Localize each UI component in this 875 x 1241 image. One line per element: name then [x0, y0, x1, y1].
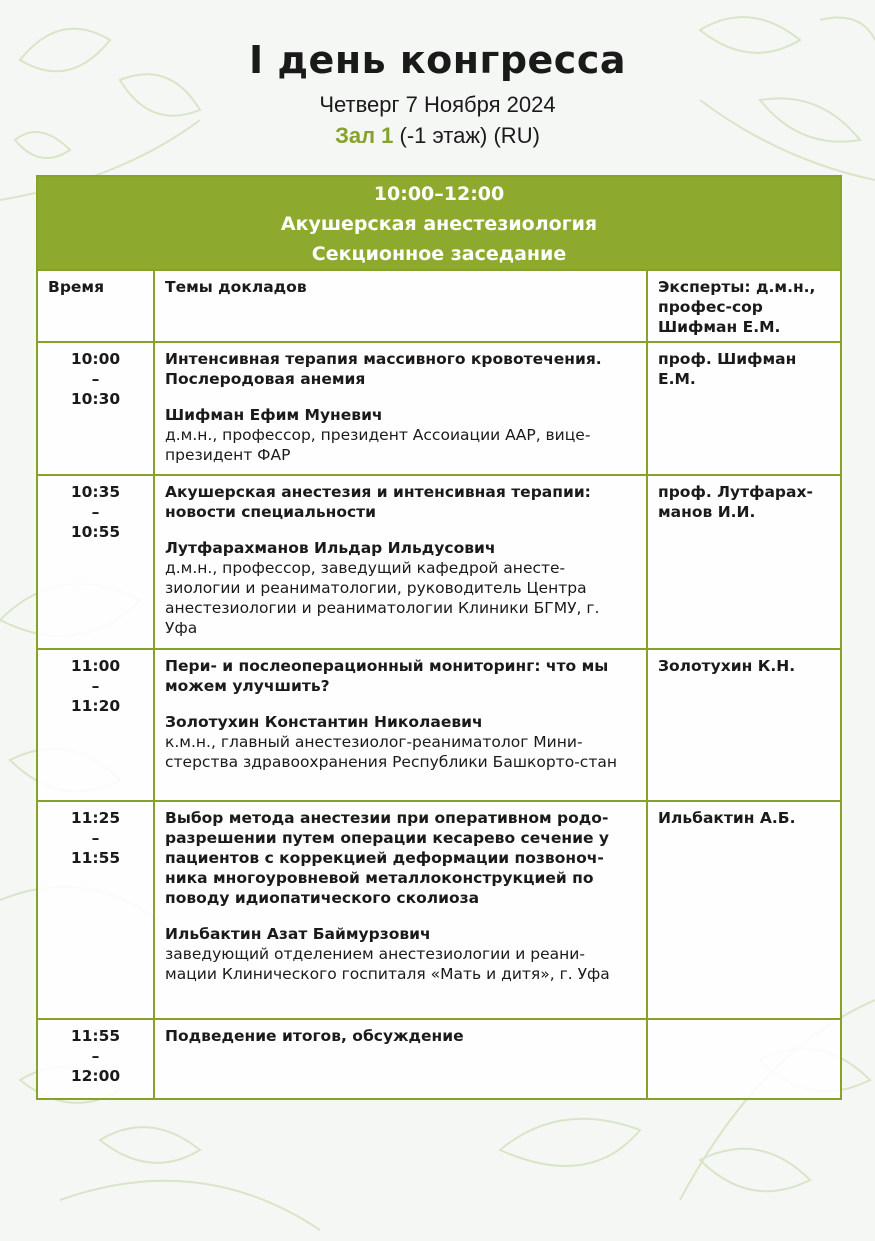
- time-cell: [37, 801, 154, 1019]
- talk-title: Пери- и послеоперационный мониторинг: что мы можем улучшить?: [165, 657, 609, 695]
- speaker-description: к.м.н., главный анестезиолог-реаниматолог Мини-стерства здравоохранения Республики Башкорто-стан: [165, 733, 617, 771]
- time-end: 10:55: [70, 523, 121, 541]
- expert-cell: Золотухин К.Н.: [647, 649, 841, 801]
- speaker-description: д.м.н., профессор, заведущий кафедрой анесте-зиологии и реаниматологии, руководитель Центра анестезиологии и реаниматологии Клиники БГМУ, г. Уфа: [165, 559, 600, 637]
- time-start: 10:00: [70, 350, 121, 368]
- page-title: I день конгресса: [248, 38, 626, 82]
- time-dash: –: [91, 677, 100, 695]
- expert-cell: [647, 1019, 841, 1099]
- table-row: [37, 342, 841, 475]
- speaker-name: Ильбактин Азат Баймурзович: [165, 925, 431, 943]
- table-row: [37, 475, 841, 649]
- expert-cell: проф. Лутфарах-манов И.И.: [647, 475, 841, 649]
- talk-title: Интенсивная терапия массивного кровотечения. Послеродовая анемия: [165, 350, 602, 388]
- hall-detail: (-1 этаж) (RU): [393, 123, 540, 148]
- expert-cell: проф. Шифман Е.М.: [647, 342, 841, 475]
- expert-cell: Ильбактин А.Б.: [647, 801, 841, 1019]
- hall-line: [0, 120, 875, 152]
- table-row: [37, 649, 841, 801]
- time-end: 10:30: [70, 390, 121, 408]
- session-type: Секционное заседание: [311, 243, 567, 265]
- time-cell: [37, 649, 154, 801]
- column-header-experts: Эксперты: д.м.н., профес-сор Шифман Е.М.: [647, 270, 841, 342]
- speaker-name: Лутфарахманов Ильдар Ильдусович: [165, 539, 496, 557]
- talk-title: Выбор метода анестезии при оперативном родо-разрешении путем операции кесарево сечение у пациентов с коррекцией деформации позвоноч-ника многоуровневой металлоконструкцией по поводу идиопатического сколиоза: [165, 809, 609, 907]
- time-start: 11:25: [70, 809, 121, 827]
- speaker-description: заведующий отделением анестезиологии и реани-мации Клинического госпиталя «Мать и дитя», г. Уфа: [165, 945, 610, 983]
- topic-cell: [154, 342, 647, 475]
- column-header-time: Время: [37, 270, 154, 342]
- hall-name: Зал 1: [335, 123, 394, 148]
- talk-title: Акушерская анестезия и интенсивная терапии: новости специальности: [165, 483, 591, 521]
- time-start: 11:55: [70, 1027, 121, 1045]
- topic-cell: [154, 801, 647, 1019]
- program-table-wrap: [36, 175, 840, 1100]
- time-dash: –: [91, 1047, 100, 1065]
- speaker-name: Золотухин Константин Николаевич: [165, 713, 483, 731]
- speaker-name: Шифман Ефим Муневич: [165, 406, 383, 424]
- time-end: 11:20: [70, 697, 121, 715]
- time-cell: [37, 342, 154, 475]
- table-header-row: [37, 270, 841, 342]
- session-band: [37, 176, 841, 270]
- topic-cell: [154, 649, 647, 801]
- session-name: Акушерская анестезиология: [280, 213, 598, 235]
- time-start: 10:35: [70, 483, 121, 501]
- topic-cell: [154, 475, 647, 649]
- time-cell: [37, 1019, 154, 1099]
- session-time: 10:00–12:00: [373, 183, 505, 205]
- time-cell: [37, 475, 154, 649]
- time-dash: –: [91, 503, 100, 521]
- table-row: [37, 1019, 841, 1099]
- talk-title: Подведение итогов, обсуждение: [165, 1027, 464, 1045]
- time-end: 11:55: [70, 849, 121, 867]
- time-dash: –: [91, 829, 100, 847]
- topic-cell: [154, 1019, 647, 1099]
- time-start: 11:00: [70, 657, 121, 675]
- time-end: 12:00: [70, 1067, 121, 1085]
- table-row: [37, 801, 841, 1019]
- event-date: Четверг 7 Ноября 2024: [319, 92, 556, 117]
- program-table: [36, 175, 842, 1100]
- time-dash: –: [91, 370, 100, 388]
- column-header-topics: Темы докладов: [154, 270, 647, 342]
- speaker-description: д.м.н., профессор, президент Ассоиации ААР, вице-президент ФАР: [165, 426, 591, 464]
- page-header: [0, 30, 875, 152]
